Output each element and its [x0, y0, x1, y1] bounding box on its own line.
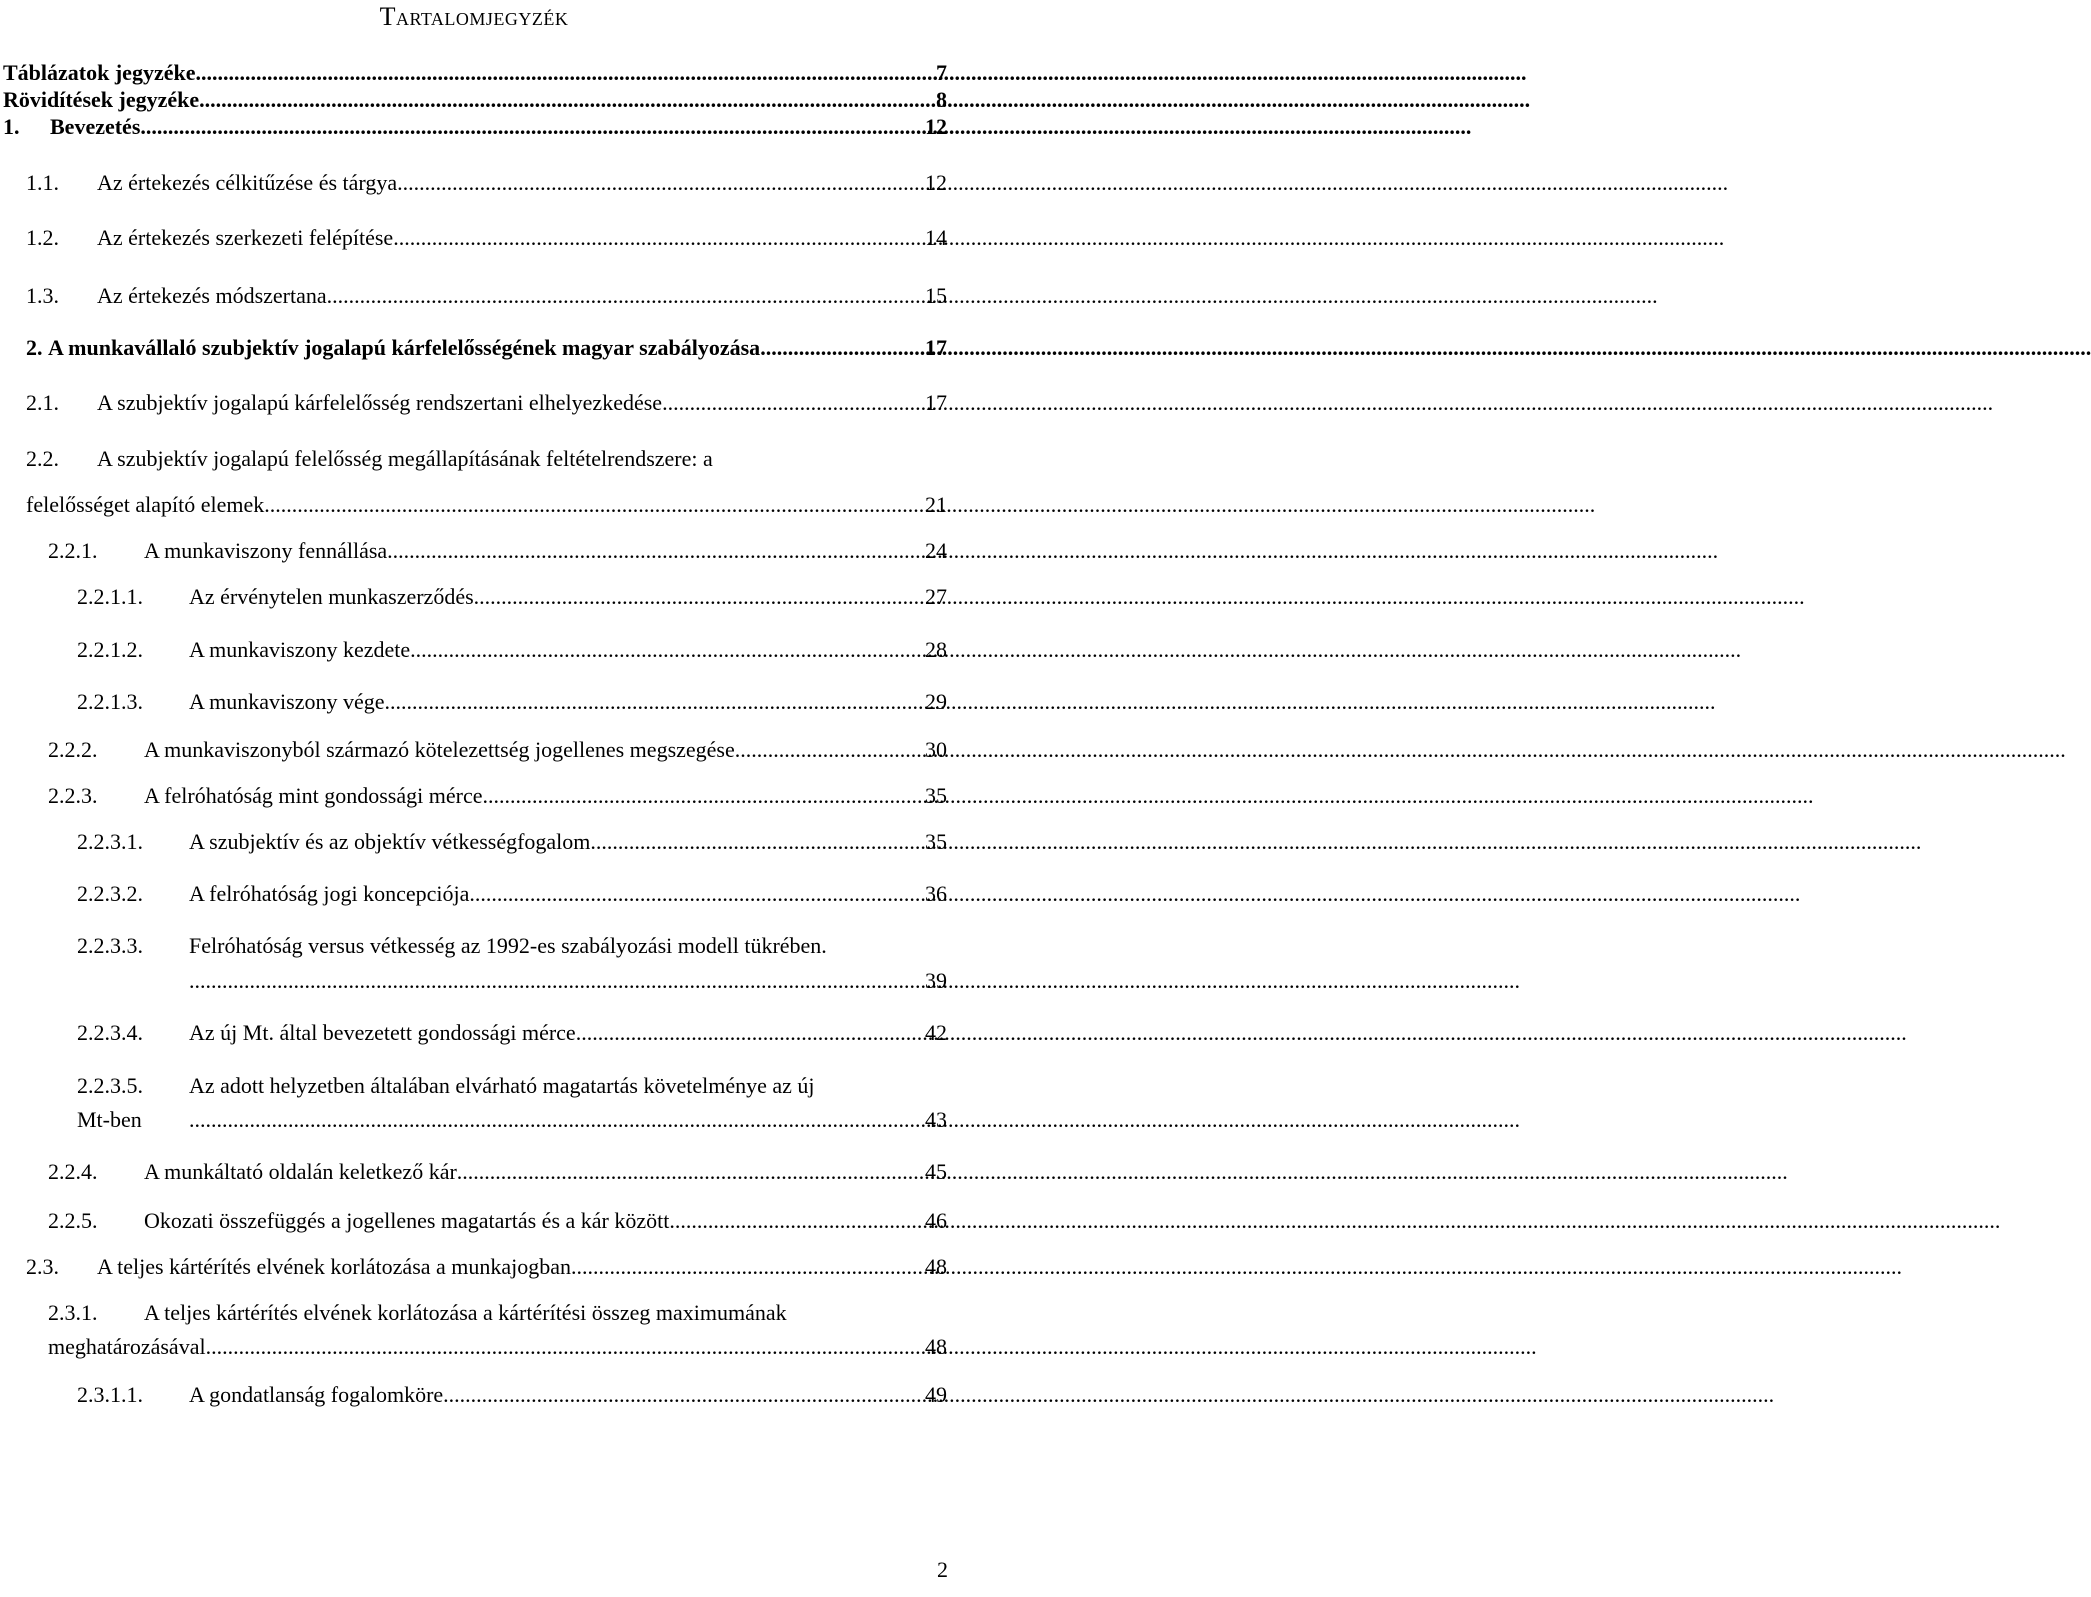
toc-entry-2-3[interactable]: [26, 1254, 947, 1280]
toc-entry-2-2-1-1[interactable]: [77, 584, 947, 610]
toc-entry-page: 27: [925, 584, 947, 609]
toc-entry-2-1[interactable]: [26, 390, 947, 416]
toc-entry-title: Az új Mt. által bevezetett gondossági mérce: [189, 1020, 576, 1045]
toc-dot-leader: [189, 968, 925, 994]
toc-dot-leader: [469, 881, 925, 907]
toc-entry-number: 2.2.3.: [48, 783, 98, 808]
toc-entry-title: Táblázatok jegyzéke: [3, 60, 196, 85]
toc-entry-number: 2.2.4.: [48, 1159, 98, 1184]
toc-dot-leader: [410, 637, 925, 663]
toc-entry-page: 39: [925, 968, 947, 993]
toc-dot-leader: [443, 1382, 925, 1408]
toc-entry-page: 46: [925, 1208, 947, 1233]
toc-entry-number: 1.1.: [26, 170, 59, 195]
toc-entry-page: 48: [925, 1254, 947, 1279]
toc-entry-title-continued: meghatározásával: [48, 1334, 206, 1359]
toc-entry-1[interactable]: [3, 114, 947, 140]
toc-entry-page: 14: [925, 225, 947, 250]
toc-entry-number: 2.2.3.4.: [77, 1020, 143, 1045]
toc-entry-title: Az értekezés célkitűzése és tárgya: [97, 170, 398, 195]
toc-entry-page: 49: [925, 1382, 947, 1407]
toc-entry-2-2[interactable]: [26, 492, 947, 518]
table-of-contents: [0, 0, 960, 1597]
page-number: 2: [937, 1557, 948, 1582]
toc-dot-leader: [199, 87, 936, 113]
toc-entry-title-continued: felelősséget alapító elemek: [26, 492, 265, 517]
toc-entry-title: A teljes kártérítés elvének korlátozása a munkajogban: [97, 1254, 572, 1279]
toc-entry-abbreviations[interactable]: [3, 87, 947, 113]
toc-entry-page: 15: [925, 283, 947, 308]
toc-entry-number: 2.3.1.1.: [77, 1382, 143, 1407]
toc-entry-number: 1.3.: [26, 283, 59, 308]
toc-dot-leader: [735, 737, 925, 763]
toc-entry-page: 29: [925, 689, 947, 714]
toc-dot-leader: [571, 1254, 925, 1280]
toc-entry-title: A szubjektív és az objektív vétkességfogalom: [189, 829, 591, 854]
toc-entry-number: 2.2.3.3.: [77, 933, 143, 958]
toc-entry-title: Felróhatóság versus vétkesség az 1992-es szabályozási modell tükrében.: [189, 933, 827, 958]
toc-dot-leader: [189, 1107, 925, 1133]
toc-entry-number: 2.1.: [26, 390, 59, 415]
toc-dot-leader: [457, 1159, 925, 1185]
toc-entry-title: A munkaviszony fennállása: [144, 538, 388, 563]
toc-entry-page: 42: [925, 1020, 947, 1045]
toc-entry-1-1[interactable]: [26, 170, 947, 196]
toc-entry-page: 21: [925, 492, 947, 517]
toc-dot-leader: [206, 1334, 925, 1360]
toc-entry-page: 12: [925, 170, 947, 195]
toc-entry-page: 45: [925, 1159, 947, 1184]
toc-entry-number: 2.2.1.2.: [77, 637, 143, 662]
toc-entry-title: A szubjektív jogalapú felelősség megállapításának feltételrendszere: a: [97, 446, 713, 471]
toc-entry-title: A gondatlanság fogalomköre: [189, 1382, 444, 1407]
toc-entry-2-2-3-2[interactable]: [77, 881, 947, 907]
toc-entry-2-2-line1[interactable]: [26, 446, 713, 472]
toc-entry-title-continued: Mt-ben: [77, 1107, 142, 1132]
toc-dot-leader: [264, 492, 925, 518]
toc-dot-leader: [669, 1208, 925, 1234]
toc-entry-page: 8: [936, 87, 947, 112]
toc-entry-title: A teljes kártérítés elvének korlátozása a kártérítési összeg maximumának: [144, 1300, 787, 1325]
toc-entry-number: 2.2.1.1.: [77, 584, 143, 609]
toc-entry-2-2-1-3[interactable]: [77, 689, 947, 715]
toc-entry-2-2-3-5[interactable]: [77, 1107, 947, 1133]
toc-entry-number: 2.2.2.: [48, 737, 98, 762]
toc-entry-2-2-3-3-line1[interactable]: [77, 933, 827, 959]
toc-entry-number: 2.2.1.: [48, 538, 98, 563]
toc-entry-2-2-3[interactable]: [48, 783, 947, 809]
toc-entry-number: 2.2.3.1.: [77, 829, 143, 854]
toc-entry-page: 35: [925, 783, 947, 808]
toc-entry-title: A munkaviszony vége: [189, 689, 385, 714]
toc-entry-title: A munkavállaló szubjektív jogalapú kárfelelősségének magyar szabályozása: [48, 335, 761, 360]
toc-entry-title: A felróhatóság jogi koncepciója: [189, 881, 470, 906]
toc-entry-number: 2.2.3.5.: [77, 1073, 143, 1098]
toc-entry-number: 2.3.: [26, 1254, 59, 1279]
toc-dot-leader: [474, 584, 925, 610]
toc-entry-title: Rövidítések jegyzéke: [3, 87, 200, 112]
toc-dot-leader: [576, 1020, 925, 1046]
toc-entry-number: 1.: [3, 114, 20, 139]
toc-entry-2[interactable]: [26, 335, 947, 361]
toc-entry-number: 1.2.: [26, 225, 59, 250]
toc-entry-2-2-3-1[interactable]: [77, 829, 947, 855]
toc-entry-title: Az értekezés módszertana: [97, 283, 327, 308]
toc-entry-2-2-2[interactable]: [48, 737, 947, 763]
toc-entry-page: 17: [925, 390, 947, 415]
toc-dot-leader: [393, 225, 925, 251]
toc-dot-leader: [387, 538, 925, 564]
toc-entry-2-2-3-4[interactable]: [77, 1020, 947, 1046]
toc-entry-2-2-1[interactable]: [48, 538, 947, 564]
toc-entry-title: A munkaviszonyból származó kötelezettség jogellenes megszegése: [144, 737, 735, 762]
toc-entry-2-2-4[interactable]: [48, 1159, 947, 1185]
toc-entry-title: Az érvénytelen munkaszerződés: [189, 584, 474, 609]
toc-entry-tables[interactable]: [3, 60, 947, 86]
toc-entry-page: 7: [936, 60, 947, 85]
toc-dot-leader: [662, 390, 925, 416]
toc-entry-page: 30: [925, 737, 947, 762]
toc-entry-page: 48: [925, 1334, 947, 1359]
toc-entry-number: 2.: [26, 335, 43, 360]
page-title: Tartalomjegyzék: [379, 2, 569, 31]
toc-entry-2-2-5[interactable]: [48, 1208, 947, 1234]
toc-entry-title: A munkáltató oldalán keletkező kár: [144, 1159, 457, 1184]
toc-entry-number: 2.2.1.3.: [77, 689, 143, 714]
toc-dot-leader: [760, 335, 925, 361]
toc-entry-2-2-3-3[interactable]: [189, 968, 947, 994]
toc-entry-number: 2.2.3.2.: [77, 881, 143, 906]
toc-entry-page: 28: [925, 637, 947, 662]
toc-dot-leader: [385, 689, 925, 715]
toc-entry-2-2-3-5-line1[interactable]: [77, 1073, 815, 1099]
toc-entry-page: 36: [925, 881, 947, 906]
toc-dot-leader: [482, 783, 925, 809]
toc-entry-number: 2.2.: [26, 446, 59, 471]
toc-entry-title: Az értekezés szerkezeti felépítése: [97, 225, 394, 250]
toc-entry-page: 24: [925, 538, 947, 563]
toc-entry-page: 43: [925, 1107, 947, 1132]
toc-entry-1-3[interactable]: [26, 283, 947, 309]
toc-entry-2-3-1[interactable]: [48, 1334, 947, 1360]
toc-entry-2-2-1-2[interactable]: [77, 637, 947, 663]
toc-entry-1-2[interactable]: [26, 225, 947, 251]
toc-entry-page: 17: [925, 335, 947, 360]
toc-dot-leader: [327, 283, 925, 309]
toc-entry-title: A szubjektív jogalapú kárfelelősség rendszertani elhelyezkedése: [97, 390, 663, 415]
toc-entry-2-3-1-1[interactable]: [77, 1382, 947, 1408]
toc-entry-title: A felróhatóság mint gondossági mérce: [144, 783, 483, 808]
toc-entry-2-3-1-line1[interactable]: [48, 1300, 787, 1326]
toc-entry-number: 2.3.1.: [48, 1300, 98, 1325]
toc-entry-title: Bevezetés: [50, 114, 141, 139]
toc-dot-leader: [397, 170, 925, 196]
toc-entry-title: Az adott helyzetben általában elvárható magatartás követelménye az új: [189, 1073, 815, 1098]
toc-entry-page: 35: [925, 829, 947, 854]
toc-entry-title: A munkaviszony kezdete: [189, 637, 411, 662]
toc-entry-title: Okozati összefüggés a jogellenes magatartás és a kár között: [144, 1208, 670, 1233]
toc-dot-leader: [195, 60, 936, 86]
toc-entry-page: 12: [925, 114, 947, 139]
toc-dot-leader: [140, 114, 925, 140]
toc-entry-number: 2.2.5.: [48, 1208, 98, 1233]
toc-dot-leader: [590, 829, 925, 855]
